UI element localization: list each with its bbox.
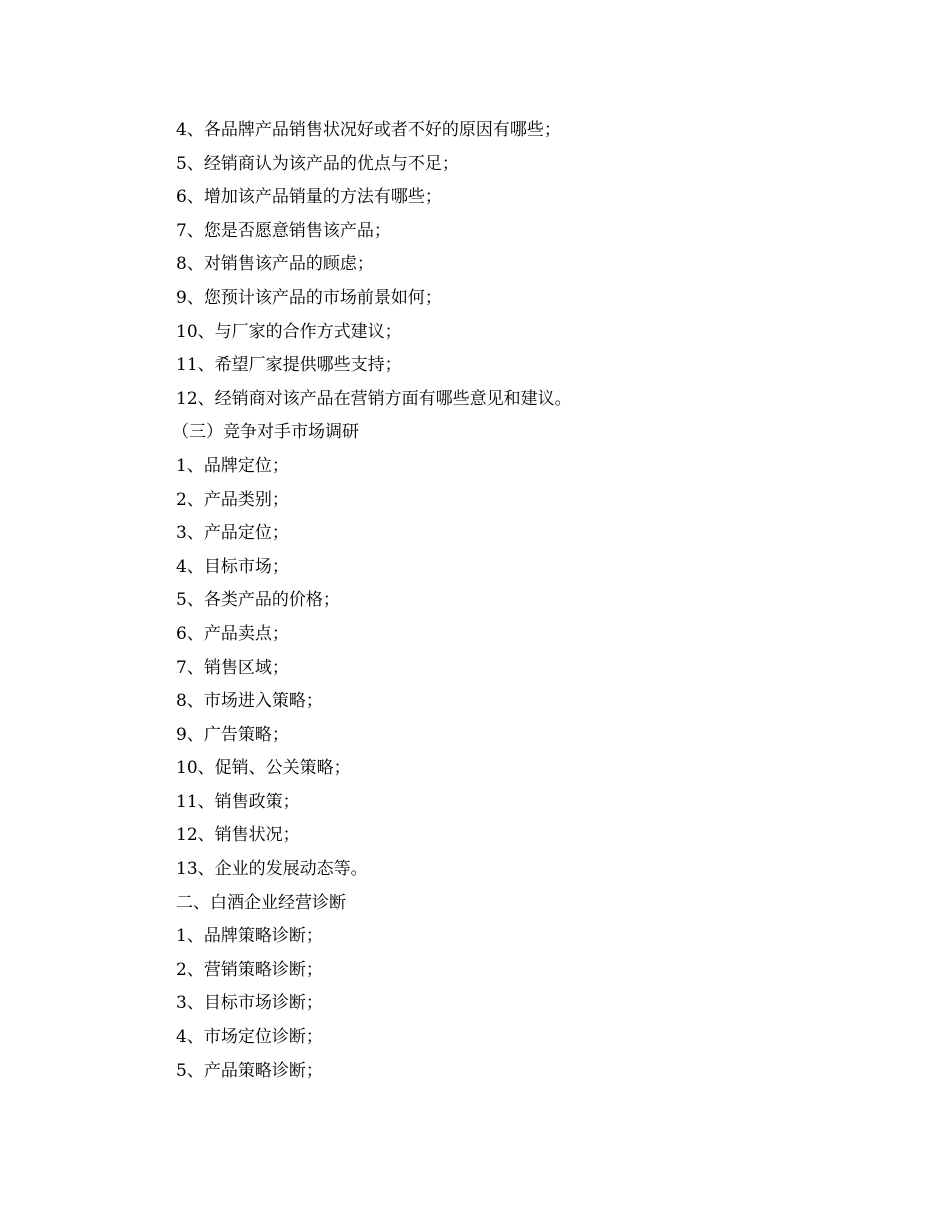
list-item: 6、增加该产品销量的方法有哪些； — [176, 187, 442, 208]
section-heading: 二、白酒企业经营诊断 — [176, 892, 346, 913]
list-item: 9、您预计该产品的市场前景如何； — [176, 287, 442, 308]
section-heading: （三）竞争对手市场调研 — [172, 422, 359, 443]
list-item: 4、各品牌产品销售状况好或者不好的原因有哪些； — [176, 120, 561, 140]
list-item: 6、产品卖点； — [176, 623, 289, 644]
document-body — [172, 114, 876, 1088]
list-item: 2、产品类别； — [176, 489, 289, 510]
list-item: 1、品牌策略诊断； — [176, 926, 323, 947]
list-item: 8、市场进入策略； — [176, 691, 323, 712]
list-item: 3、产品定位； — [176, 523, 289, 544]
list-item: 9、广告策略； — [176, 724, 289, 745]
list-item: 8、对销售该产品的顾虑； — [176, 254, 374, 275]
list-item: 4、市场定位诊断； — [176, 1027, 323, 1048]
list-item: 13、企业的发展动态等。 — [176, 859, 368, 880]
list-item: 11、销售政策； — [176, 791, 300, 812]
list-item: 11、希望厂家提供哪些支持； — [176, 355, 402, 376]
list-item: 10、促销、公关策略； — [176, 758, 351, 779]
list-item: 4、目标市场； — [176, 556, 289, 577]
list-item: 5、各类产品的价格； — [176, 590, 340, 611]
list-item: 5、产品策略诊断； — [176, 1060, 323, 1081]
list-item: 7、您是否愿意销售该产品； — [176, 220, 391, 241]
list-item: 12、经销商对该产品在营销方面有哪些意见和建议。 — [176, 388, 572, 409]
list-item: 1、品牌定位； — [176, 455, 289, 476]
list-item: 7、销售区域； — [176, 657, 289, 678]
list-item: 3、目标市场诊断； — [176, 993, 323, 1014]
list-item: 5、经销商认为该产品的优点与不足； — [176, 153, 459, 174]
list-item: 12、销售状况； — [176, 825, 300, 846]
list-item: 10、与厂家的合作方式建议； — [176, 321, 402, 342]
list-item: 2、营销策略诊断； — [176, 959, 323, 980]
